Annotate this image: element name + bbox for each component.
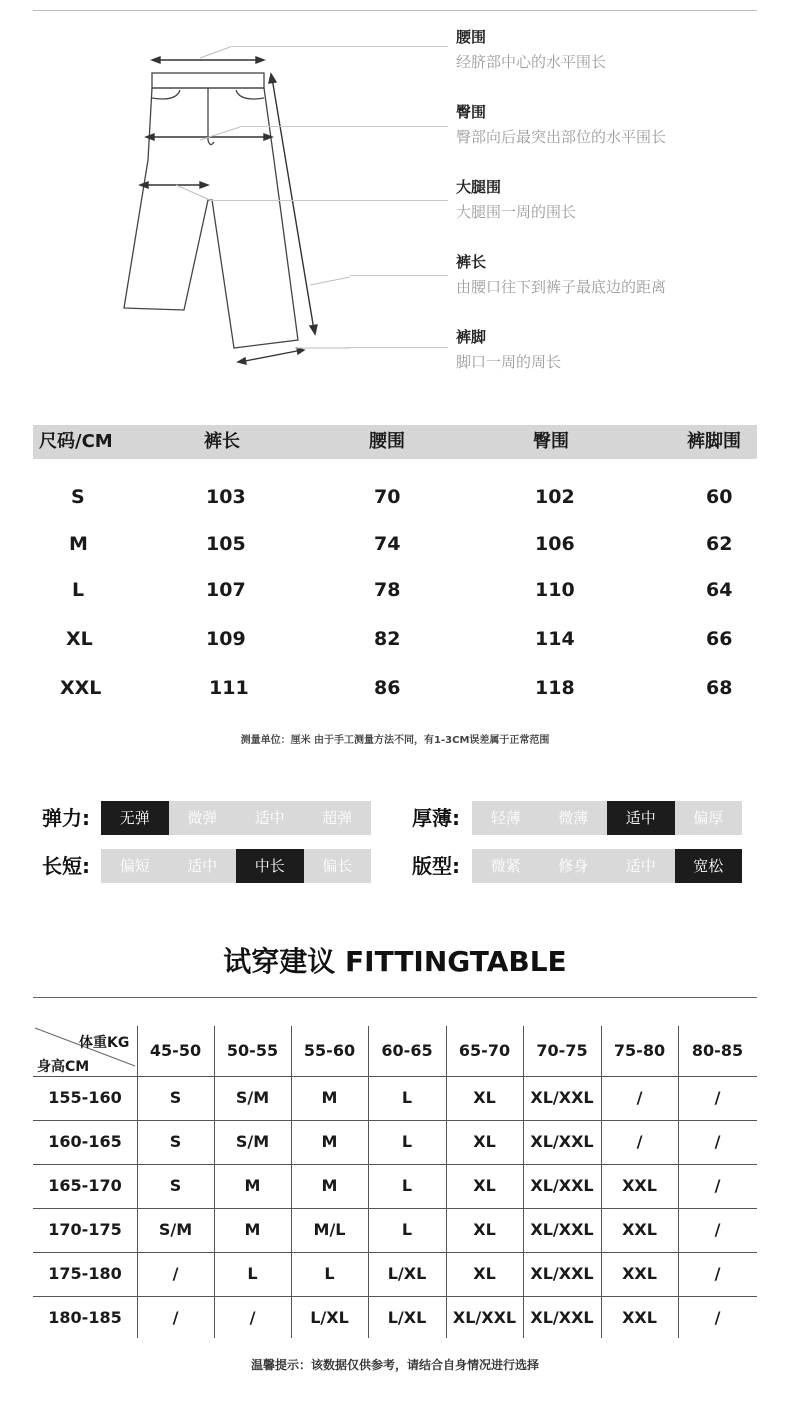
size-recommendation-cell: M xyxy=(321,1176,338,1195)
weight-header: 55-60 xyxy=(303,1041,356,1060)
attr-bar-length xyxy=(101,849,371,883)
size-cell: XXL xyxy=(60,677,102,699)
measure-hem xyxy=(456,326,561,372)
size-cell: 110 xyxy=(535,579,575,601)
corner-weight-label: 体重KG xyxy=(79,1035,130,1051)
measurement-note: 测量单位：厘米 由于手工测量方法不同，有1-3CM误差属于正常范围 xyxy=(240,735,550,746)
size-recommendation-cell: XL/XXL xyxy=(530,1088,594,1107)
size-recommendation-cell: L xyxy=(401,1132,413,1151)
size-recommendation-cell: XXL xyxy=(622,1264,657,1283)
size-cell: 68 xyxy=(706,677,733,699)
hip-leader xyxy=(240,126,448,127)
size-header-cell: 尺码/CM xyxy=(39,431,113,452)
size-recommendation-cell: M xyxy=(244,1220,261,1239)
size-recommendation-cell: M/L xyxy=(313,1220,346,1239)
size-cell: 66 xyxy=(706,628,733,650)
attr-option: 偏厚 xyxy=(675,801,743,835)
size-header-cell: 裤脚围 xyxy=(687,431,741,452)
size-cell: 62 xyxy=(706,533,733,555)
size-cell: M xyxy=(69,533,88,555)
size-recommendation-cell: / xyxy=(636,1088,643,1107)
measure-length xyxy=(456,251,666,297)
size-recommendation-cell: / xyxy=(714,1308,721,1327)
attr-option: 轻薄 xyxy=(472,801,540,835)
attr-option: 修身 xyxy=(540,849,608,883)
size-recommendation-cell: M xyxy=(321,1088,338,1107)
size-table-row xyxy=(33,671,757,705)
height-range-cell: 165-170 xyxy=(48,1176,122,1195)
attr-option: 适中 xyxy=(169,849,237,883)
size-recommendation-cell: XL/XXL xyxy=(530,1264,594,1283)
thigh-leader xyxy=(210,200,448,201)
size-recommendation-cell: / xyxy=(714,1176,721,1195)
size-recommendation-cell: / xyxy=(172,1308,179,1327)
weight-header: 45-50 xyxy=(149,1041,202,1060)
size-recommendation-cell: XL xyxy=(473,1088,496,1107)
size-recommendation-cell: XL xyxy=(473,1132,496,1151)
attr-bar-thickness xyxy=(472,801,742,835)
hem-leader xyxy=(345,347,448,348)
measure-title: 裤脚 xyxy=(456,328,487,346)
size-recommendation-cell: / xyxy=(714,1088,721,1107)
size-recommendation-cell: L/XL xyxy=(310,1308,349,1327)
size-recommendation-cell: S xyxy=(169,1132,182,1151)
size-recommendation-cell: L xyxy=(401,1088,413,1107)
size-header-cell: 裤长 xyxy=(204,431,240,452)
size-table-row xyxy=(33,527,757,561)
attr-label-elasticity: 弹力: xyxy=(42,806,90,830)
size-recommendation-cell: XXL xyxy=(622,1308,657,1327)
size-recommendation-cell: / xyxy=(636,1132,643,1151)
size-recommendation-cell: XXL xyxy=(622,1176,657,1195)
height-range-cell: 170-175 xyxy=(48,1220,122,1239)
size-cell: S xyxy=(71,486,85,508)
pants-diagram xyxy=(110,40,350,370)
size-cell: 70 xyxy=(374,486,401,508)
attr-option: 适中 xyxy=(607,801,675,835)
attr-option: 超弹 xyxy=(304,801,372,835)
length-leader xyxy=(350,275,448,276)
size-recommendation-cell: L xyxy=(401,1176,413,1195)
size-recommendation-cell: S/M xyxy=(235,1132,270,1151)
size-cell: XL xyxy=(66,628,93,650)
size-recommendation-cell: S xyxy=(169,1176,182,1195)
height-range-cell: 160-165 xyxy=(48,1132,122,1151)
attr-option: 偏短 xyxy=(101,849,169,883)
measure-desc: 经脐部中心的水平围长 xyxy=(456,53,607,71)
size-recommendation-cell: XL xyxy=(473,1220,496,1239)
size-table-header xyxy=(33,425,757,459)
weight-header: 60-65 xyxy=(381,1041,433,1060)
attr-option: 宽松 xyxy=(675,849,743,883)
size-recommendation-cell: XL xyxy=(473,1176,496,1195)
size-recommendation-cell: / xyxy=(714,1220,721,1239)
measure-title: 大腿围 xyxy=(456,178,502,196)
measure-title: 臀围 xyxy=(456,103,487,121)
size-recommendation-cell: M xyxy=(244,1176,261,1195)
corner-height-label: 身高CM xyxy=(37,1059,90,1075)
size-table-row xyxy=(33,573,757,607)
size-cell: 109 xyxy=(206,628,246,650)
measure-waist xyxy=(456,26,606,72)
weight-header: 80-85 xyxy=(691,1041,744,1060)
size-recommendation-cell: XXL xyxy=(622,1220,657,1239)
size-recommendation-cell: M xyxy=(321,1132,338,1151)
pants-outline xyxy=(124,88,298,348)
size-cell: L xyxy=(72,579,85,601)
size-cell: 111 xyxy=(209,677,249,699)
measure-hip xyxy=(456,101,666,147)
weight-header: 70-75 xyxy=(536,1041,588,1060)
size-cell: 103 xyxy=(206,486,246,508)
waist-leader xyxy=(230,46,448,47)
size-cell: 106 xyxy=(535,533,575,555)
size-recommendation-cell: XL/XXL xyxy=(530,1308,594,1327)
attr-option: 适中 xyxy=(236,801,304,835)
fitting-title: 试穿建议 FITTINGTABLE xyxy=(223,945,567,978)
size-cell: 82 xyxy=(374,628,401,650)
attr-option: 偏长 xyxy=(304,849,372,883)
size-recommendation-cell: XL/XXL xyxy=(452,1308,517,1327)
size-cell: 105 xyxy=(206,533,246,555)
measure-desc: 大腿围一周的围长 xyxy=(456,203,577,221)
measure-desc: 脚口一周的周长 xyxy=(456,353,562,371)
height-range-cell: 155-160 xyxy=(48,1088,122,1107)
attr-option: 微紧 xyxy=(472,849,540,883)
height-range-cell: 175-180 xyxy=(48,1264,122,1283)
size-recommendation-cell: XL/XXL xyxy=(530,1132,594,1151)
weight-header: 65-70 xyxy=(458,1041,511,1060)
size-cell: 64 xyxy=(706,579,733,601)
fitting-table xyxy=(33,1026,757,1338)
size-recommendation-cell: L/XL xyxy=(387,1264,427,1283)
measure-thigh xyxy=(456,176,576,222)
size-recommendation-cell: XL xyxy=(473,1264,496,1283)
size-cell: 74 xyxy=(374,533,401,555)
size-cell: 118 xyxy=(535,677,575,699)
top-divider xyxy=(33,10,757,11)
weight-header: 75-80 xyxy=(613,1041,666,1060)
attr-bar-elasticity xyxy=(101,801,371,835)
measure-desc: 由腰口往下到裤子最底边的距离 xyxy=(456,278,667,296)
attr-option: 微薄 xyxy=(540,801,608,835)
size-recommendation-cell: S xyxy=(169,1088,182,1107)
attr-label-fit: 版型: xyxy=(412,854,460,878)
size-recommendation-cell: S/M xyxy=(235,1088,270,1107)
measure-title: 裤长 xyxy=(456,253,487,271)
attr-label-length: 长短: xyxy=(42,854,90,878)
waistband-shape xyxy=(152,73,264,88)
size-recommendation-cell: / xyxy=(714,1264,721,1283)
size-recommendation-cell: / xyxy=(714,1132,721,1151)
size-recommendation-cell: XL/XXL xyxy=(530,1220,594,1239)
size-recommendation-cell: L xyxy=(324,1264,335,1283)
height-range-cell: 180-185 xyxy=(48,1308,122,1327)
size-recommendation-cell: XL/XXL xyxy=(530,1176,594,1195)
size-header-cell: 臀围 xyxy=(533,431,569,452)
attr-option: 中长 xyxy=(236,849,304,883)
measure-title: 腰围 xyxy=(456,28,487,46)
size-recommendation-cell: L/XL xyxy=(387,1308,427,1327)
size-recommendation-cell: S/M xyxy=(158,1220,193,1239)
attr-option: 微弹 xyxy=(169,801,237,835)
attr-option: 适中 xyxy=(607,849,675,883)
size-table-row xyxy=(33,622,757,656)
measure-desc: 臀部向后最突出部位的水平围长 xyxy=(456,128,667,146)
attr-label-thickness: 厚薄: xyxy=(412,806,460,830)
size-recommendation-cell: / xyxy=(249,1308,256,1327)
size-cell: 60 xyxy=(706,486,733,508)
attr-option: 无弹 xyxy=(101,801,169,835)
size-recommendation-cell: L xyxy=(401,1220,413,1239)
attr-bar-fit xyxy=(472,849,742,883)
size-header-cell: 腰围 xyxy=(369,431,405,452)
size-cell: 86 xyxy=(374,677,401,699)
size-recommendation-cell: L xyxy=(247,1264,258,1283)
size-recommendation-cell: / xyxy=(172,1264,179,1283)
size-cell: 107 xyxy=(206,579,246,601)
size-cell: 114 xyxy=(535,628,575,650)
size-table-row xyxy=(33,480,757,514)
footer-tip: 温馨提示：该数据仅供参考，请结合自身情况进行选择 xyxy=(250,1358,539,1372)
weight-header: 50-55 xyxy=(226,1041,279,1060)
size-cell: 78 xyxy=(374,579,401,601)
fitting-divider xyxy=(33,997,757,998)
size-cell: 102 xyxy=(535,486,575,508)
